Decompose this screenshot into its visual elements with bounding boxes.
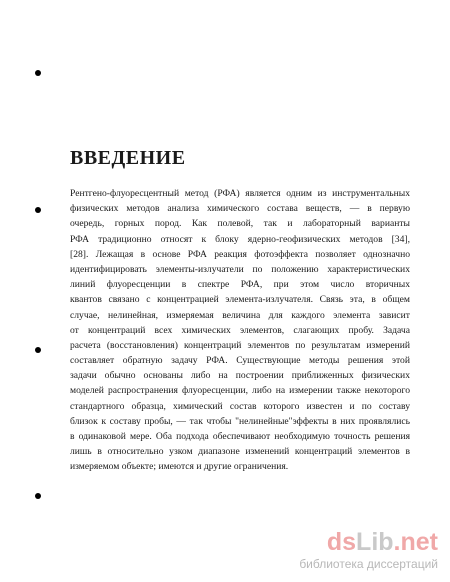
text-line: расчета (восстановления) концентраций элементов по результатам измерений xyxy=(70,339,410,351)
scan-binding-dot xyxy=(35,70,41,76)
text-line: РФА традиционно относят к блоку ядерно-геофизических методов [34], xyxy=(70,233,410,245)
text-line: физических методов анализа химического состава веществ, — в первую xyxy=(70,203,410,215)
text-line: от концентраций всех химических элементов, слагающих пробу. Задача xyxy=(70,324,410,336)
text-line: очередь, горных пород. Как полевой, так и лабораторный варианты xyxy=(70,218,410,230)
text-line: Рентгено-флуоресцентный метод (РФА) является одним из инструментальных xyxy=(70,188,410,199)
text-line: стандартного образца, химический состав которого известен и по составу xyxy=(70,400,410,412)
section-heading: ВВЕДЕНИЕ xyxy=(70,147,186,169)
text-line: составляет обратную задачу РФА. Существующие методы решения этой xyxy=(70,355,410,367)
text-line: идентифицировать элементы-излучатели по положению характеристических xyxy=(70,263,410,275)
text-line: [28]. Лежащая в основе РФА реакция фотоэффекта позволяет однозначно xyxy=(70,248,410,260)
text-line: моделей распространения флуоресценции, либо на измерении также некоторого xyxy=(70,385,410,397)
dslib-watermark xyxy=(299,530,438,571)
text-line: задачи обычно основаны либо на построении приближенных физических xyxy=(70,370,410,382)
text-line: близок к составу пробы, — так чтобы "нелинейные"эффекты в них проявлялись xyxy=(70,415,410,427)
text-line: лишь в относительно узком диапазоне изменений концентраций элементов в xyxy=(70,446,410,458)
text-line: случае, нелинейная, измеряемая величина для каждого элемента зависит xyxy=(70,309,410,321)
scan-binding-dot xyxy=(35,207,41,213)
body-text xyxy=(70,186,410,475)
text-line: квантов связано с концентрацией элемента-излучателя. Связь эта, в общем xyxy=(70,294,410,306)
text-line: линий флуоресценции в спектре РФА, при этом число вторичных xyxy=(70,279,410,291)
text-line: измеряемом объекте; имеются и другие ограничения. xyxy=(70,461,289,473)
text-line: в одинаковой мере. Оба подхода обеспечивают необходимую точность решения xyxy=(70,431,410,442)
dslib-subtitle: библиотека диссертаций xyxy=(299,557,438,571)
scan-binding-dot xyxy=(35,493,41,499)
dslib-logo: dsLib.net xyxy=(326,528,438,556)
scan-binding-dot xyxy=(35,347,41,353)
